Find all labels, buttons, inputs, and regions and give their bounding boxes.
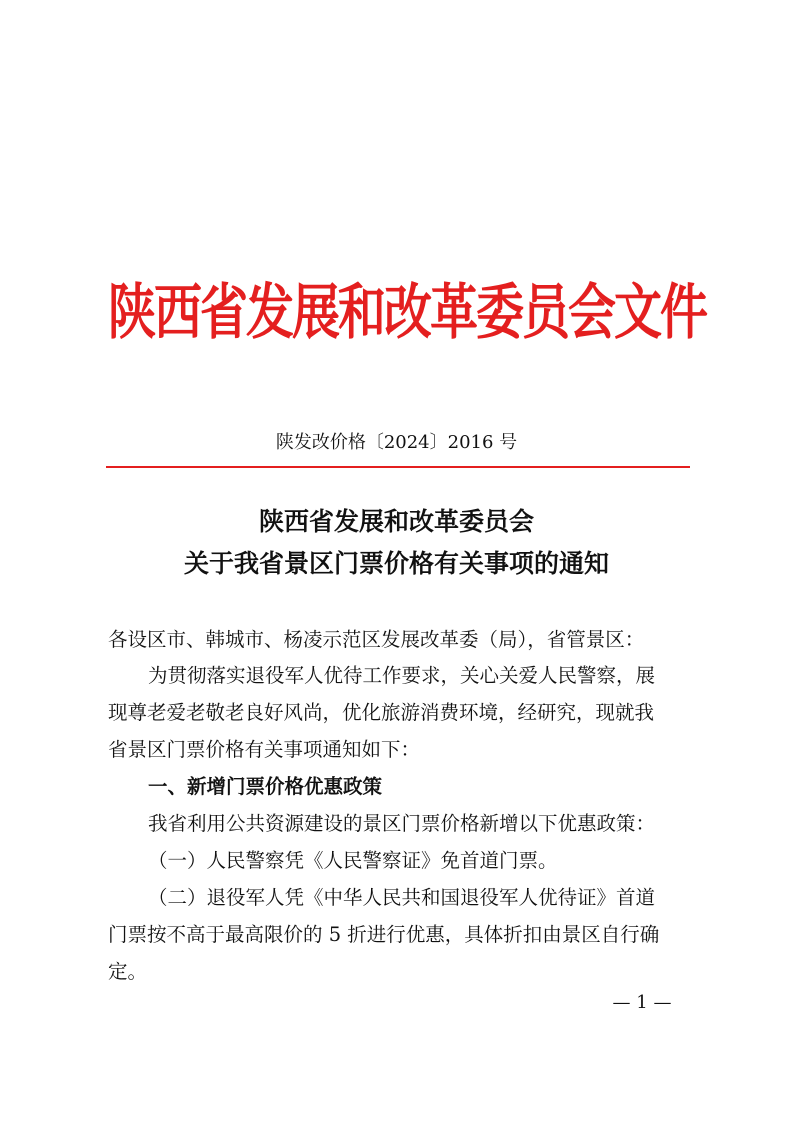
section-1-heading: 一、新增门票价格优惠政策 <box>148 775 383 798</box>
document-title-line-1: 陕西省发展和改革委员会 <box>258 507 534 536</box>
document-number: 陕发改价格〔2024〕2016 号 <box>275 432 518 453</box>
section-1-intro: 我省利用公共资源建设的景区门票价格新增以下优惠政策： <box>148 812 656 835</box>
page-number: — 1 — <box>612 992 672 1013</box>
recipients-line: 各设区市、韩城市、杨凌示范区发展改革委（局），省管景区： <box>108 628 645 651</box>
intro-line-3: 省景区门票价格有关事项通知如下： <box>108 738 421 761</box>
red-divider-line <box>106 466 690 468</box>
item-2-line-3: 定。 <box>108 960 148 983</box>
item-2-line-2: 门票按不高于最高限价的 5 折进行优惠，具体折扣由景区自行确 <box>108 923 660 946</box>
item-1: （一）人民警察凭《人民警察证》免首道门票。 <box>148 849 558 872</box>
intro-line-1: 为贯彻落实退役军人优待工作要求，关心关爱人民警察，展 <box>148 664 656 687</box>
item-2-line-1: （二）退役军人凭《中华人民共和国退役军人优待证》首道 <box>148 886 656 909</box>
document-title-line-2: 关于我省景区门票价格有关事项的通知 <box>183 549 609 578</box>
issuer-banner: 陕西省发展和改革委员会文件 <box>108 278 707 348</box>
intro-line-2: 现尊老爱老敬老良好风尚，优化旅游消费环境，经研究，现就我 <box>108 701 655 724</box>
